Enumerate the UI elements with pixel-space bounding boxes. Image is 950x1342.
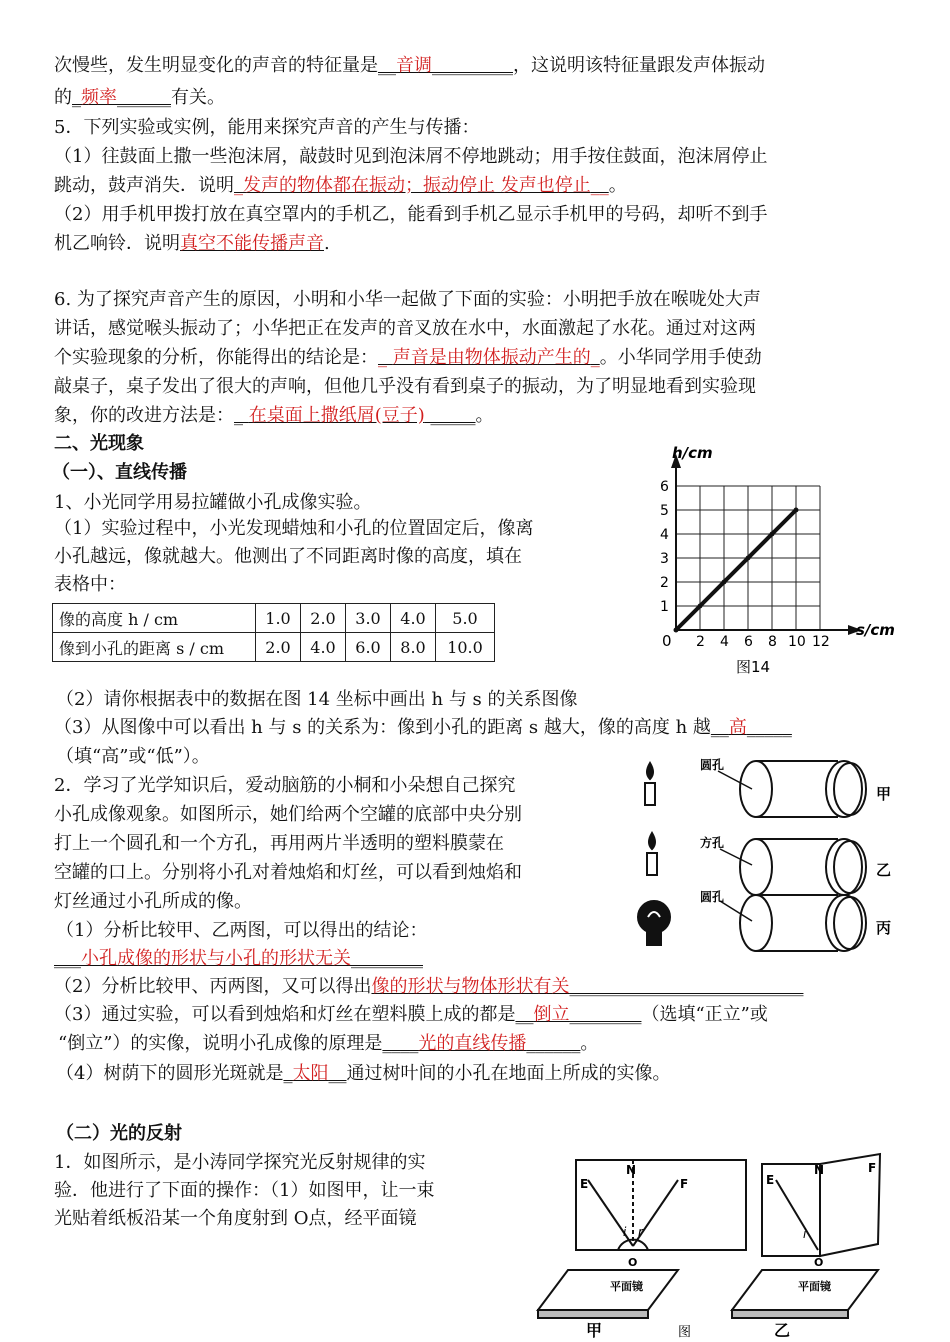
light-q2: 2．学习了光学知识后，爱动脑筋的小桐和小朵想自己探究 xyxy=(54,775,516,796)
q2-answer-4: 光的直线传播 xyxy=(418,1033,527,1054)
light-bulb-icon xyxy=(638,901,670,945)
line-2: 的_频率______有关。 xyxy=(54,87,225,108)
label-e: E xyxy=(580,1177,589,1191)
label-bing: 丙 xyxy=(876,919,892,937)
question-5: 5．下列实验或实例，能用来探究声音的产生与传播： xyxy=(54,117,480,138)
table-cell: 1.0 xyxy=(256,604,301,633)
q2-answer-3: 倒立 xyxy=(533,1004,570,1025)
table-cell: 2.0 xyxy=(301,604,346,633)
data-point xyxy=(794,508,799,513)
graph-caption: 图14 xyxy=(736,658,771,676)
x-tick-label: 2 xyxy=(696,634,705,650)
q2-part4: （4）树荫下的圆形光斑就是_太阳__通过树叶间的小孔在地面上所成的实像。 xyxy=(56,1063,671,1084)
q2-part2: （2）分析比较甲、丙两图，又可以得出像的形状与物体形状有关__________________________ xyxy=(54,976,804,997)
table-cell: 6.0 xyxy=(346,633,391,662)
light-q1-part3: （3）从图像中可以看出 h 与 s 的关系为：像到小孔的距离 s 越大，像的高度 h 越__高_____ xyxy=(54,717,792,738)
q6-line3: 个实验现象的分析，你能得出的结论是：_ 声音是由物体振动产生的_。小华同学用手使劲 xyxy=(54,347,762,368)
label-jia: 甲 xyxy=(876,785,892,803)
light-q1-part1c: 表格中： xyxy=(54,574,126,595)
table-cell: 4.0 xyxy=(391,604,436,633)
table-cell: 4.0 xyxy=(301,633,346,662)
q5-answer-1: 发声的物体都在振动；振动停止 发声也停止 xyxy=(243,175,591,196)
y-tick-label: 6 xyxy=(660,479,669,495)
label-r: r xyxy=(638,1225,643,1239)
table-row xyxy=(53,604,495,633)
q5-part1: （1）往鼓面上撒一些泡沫屑，敲鼓时见到泡沫屑不停地跳动；用手按住鼓面，泡沫屑停止 xyxy=(54,146,768,167)
q5-answer-2: 真空不能传播声音 xyxy=(180,233,324,254)
data-point xyxy=(698,604,703,609)
light-q1-part2: （2）请你根据表中的数据在图 14 坐标中画出 h 与 s 的关系图像 xyxy=(56,689,578,710)
reflection-q1b: 验．他进行了下面的操作：（1）如图甲，让一束 xyxy=(54,1180,435,1201)
light-q1-part1b: 小孔越远，像就越大。他测出了不同距离时像的高度，填在 xyxy=(54,546,522,567)
q2-part3b: “倒立”）的实像，说明小孔成像的原理是____光的直线传播______。 xyxy=(58,1033,599,1054)
mirror-label-2: 平面镜 xyxy=(798,1280,831,1293)
y-tick-label: 4 xyxy=(660,527,669,543)
q2-part1: （1）分析比较甲、乙两图，可以得出的结论： xyxy=(56,920,428,941)
x-tick-label: 6 xyxy=(744,634,753,650)
label-yi: 乙 xyxy=(876,861,892,879)
q5-part2: （2）用手机甲拨打放在真空罩内的手机乙，能看到手机乙显示手机甲的号码，却听不到手 xyxy=(54,204,768,225)
label-f: F xyxy=(680,1177,689,1191)
q2-answer-1: 小孔成像的形状与小孔的形状无关 xyxy=(81,948,351,969)
q5-part2-cont: 机乙响铃．说明真空不能传播声音. xyxy=(54,233,330,254)
hole-label-2: 方孔 xyxy=(700,836,725,850)
label-f2: F xyxy=(868,1161,877,1175)
label-o: O xyxy=(628,1256,638,1269)
light-q2d: 空罐的口上。分别将小孔对着烛焰和灯丝，可以看到烛焰和 xyxy=(54,862,522,883)
q2-answer-5: 太阳 xyxy=(292,1063,329,1084)
figure-caption: 图 xyxy=(678,1325,692,1340)
x-tick-label: 4 xyxy=(720,634,729,650)
y-axis-label: h/cm xyxy=(672,444,713,462)
light-q2c: 打上一个圆孔和一个方孔，再用两片半透明的塑料膜蒙在 xyxy=(54,833,504,854)
subsection-reflection: （二）光的反射 xyxy=(56,1123,182,1144)
table-row xyxy=(53,633,495,662)
caption-jia: 甲 xyxy=(586,1321,603,1340)
label-n: N xyxy=(626,1163,637,1177)
x-tick-label: 8 xyxy=(768,634,777,650)
x-tick-label: 12 xyxy=(812,634,830,650)
label-n2: N xyxy=(814,1163,825,1177)
light-q1: 1、小光同学用易拉罐做小孔成像实验。 xyxy=(54,492,372,513)
caption-yi: 乙 xyxy=(774,1321,791,1340)
x-tick-label: 10 xyxy=(788,634,806,650)
label-o2: O xyxy=(814,1256,824,1269)
q6-answer-2: 在桌面上撒纸屑(豆子) xyxy=(248,405,425,426)
q2-part3: （3）通过实验，可以看到烛焰和灯丝在塑料膜上成的都是__倒立________（选填“正立”或 xyxy=(54,1004,768,1025)
q5-part1-cont: 跳动，鼓声消失．说明_发声的物体都在振动；振动停止 发声也停止__。 xyxy=(54,175,627,196)
reflection-q1c: 光贴着纸板沿某一个角度射到 O点，经平面镜 xyxy=(54,1208,417,1229)
y-tick-label: 1 xyxy=(660,599,669,615)
data-point xyxy=(746,556,751,561)
table-cell: 10.0 xyxy=(436,633,495,662)
q2-answer-2: 像的形状与物体形状有关 xyxy=(371,976,570,997)
y-tick-label: 2 xyxy=(660,575,669,591)
reflection-figure xyxy=(528,1150,908,1340)
candle-icon xyxy=(647,833,657,875)
y-tick-label: 5 xyxy=(660,503,669,519)
table-cell: 8.0 xyxy=(391,633,436,662)
data-point xyxy=(674,628,679,633)
light-q1-part1: （1）实验过程中，小光发现蜡烛和小孔的位置固定后，像离 xyxy=(54,518,534,539)
light-q1-part3b: （填“高”或“低”）。 xyxy=(56,746,210,767)
data-point xyxy=(722,580,727,585)
label-i: i xyxy=(623,1225,627,1239)
mirror-label-1: 平面镜 xyxy=(610,1280,643,1293)
hole-label-1: 圆孔 xyxy=(700,758,725,772)
hole-label-3: 圆孔 xyxy=(700,890,725,904)
origin-label: 0 xyxy=(662,632,672,650)
table-row-label: 像到小孔的距离 s / cm xyxy=(53,633,256,662)
light-q2b: 小孔成像观象。如图所示，她们给两个空罐的底部中央分别 xyxy=(54,804,522,825)
x-axis-label: s/cm xyxy=(856,621,895,639)
section-title: 二、光现象 xyxy=(54,433,144,454)
line-1: 次慢些，发生明显变化的声音的特征量是__音调_________，这说明该特征量跟发声体振动 xyxy=(54,55,765,76)
q6-line5: 象，你的改进方法是：_ 在桌面上撒纸屑(豆子) _____。 xyxy=(54,405,494,426)
q2-part1-answer-line: ___小孔成像的形状与小孔的形状无关________ xyxy=(54,948,423,969)
graph-h-vs-s xyxy=(650,440,910,680)
y-tick-label: 3 xyxy=(660,551,669,567)
candle-icon xyxy=(645,763,655,805)
q6-line4: 敲桌子，桌子发出了很大的声响，但他几乎没有看到桌子的振动，为了明显地看到实验现 xyxy=(54,376,756,397)
reflection-q1: 1．如图所示，是小涛同学探究光反射规律的实 xyxy=(54,1152,426,1173)
table-cell: 2.0 xyxy=(256,633,301,662)
pinhole-cans-figure xyxy=(628,755,910,955)
subsection-straight-line: （一）、直线传播 xyxy=(52,462,187,483)
table-cell: 5.0 xyxy=(436,604,495,633)
question-6: 6. 为了探究声音产生的原因，小明和小华一起做了下面的实验：小明把手放在喉咙处大声 xyxy=(54,289,761,310)
data-table xyxy=(52,603,495,662)
q6-answer-1: 声音是由物体振动产生的 xyxy=(392,347,591,368)
label-i2: i xyxy=(803,1227,807,1241)
data-line xyxy=(676,510,796,630)
label-e2: E xyxy=(766,1173,775,1187)
answer-high: 高 xyxy=(728,717,747,738)
q6-line2: 讲话，感觉喉头振动了；小华把正在发声的音叉放在水中，水面激起了水花。通过对这两 xyxy=(54,318,756,339)
data-point xyxy=(770,532,775,537)
light-q2e: 灯丝通过小孔所成的像。 xyxy=(54,891,252,912)
table-row-label: 像的高度 h / cm xyxy=(53,604,256,633)
table-cell: 3.0 xyxy=(346,604,391,633)
